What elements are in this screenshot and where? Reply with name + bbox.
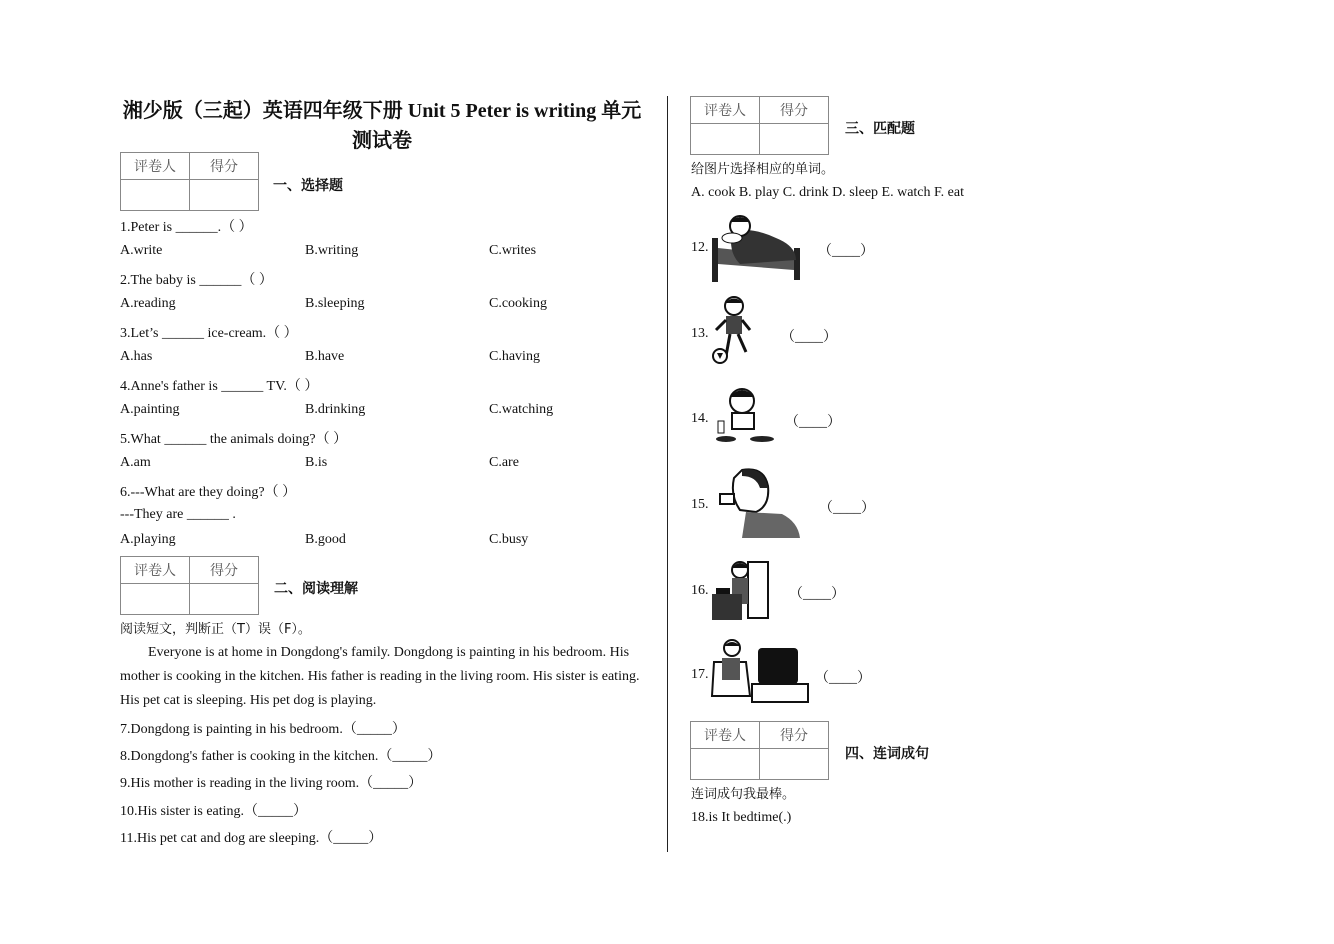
reading-passage bbox=[120, 641, 648, 713]
score-table-3 bbox=[690, 96, 829, 155]
title-line-2: 测试卷 bbox=[352, 130, 412, 152]
section-2-title: 二、阅读理解 bbox=[274, 581, 358, 597]
match-blank-16[interactable]: （____） bbox=[789, 587, 845, 602]
match-num-13: 13. bbox=[691, 326, 709, 341]
reviewer-cell[interactable] bbox=[691, 749, 760, 780]
section-1-title: 一、选择题 bbox=[273, 178, 343, 194]
question-1: 1.Peter is ______.（ ） bbox=[120, 220, 253, 235]
q5-option-c[interactable]: C.are bbox=[489, 455, 519, 470]
q4-option-c[interactable]: C.watching bbox=[489, 402, 554, 417]
reviewer-label: 评卷人 bbox=[691, 722, 760, 749]
score-cell[interactable] bbox=[190, 180, 259, 211]
match-blank-12[interactable]: （____） bbox=[818, 244, 874, 259]
passage-line-2: mother is cooking in the kitchen. His father is reading in the living room. His sister is eating. bbox=[120, 669, 640, 684]
tf-item-10[interactable]: 10.His sister is eating.（_____） bbox=[120, 804, 308, 819]
question-2: 2.The baby is ______（ ） bbox=[120, 273, 273, 288]
score-label: 得分 bbox=[760, 722, 829, 749]
q4-option-a[interactable]: A.painting bbox=[120, 402, 180, 417]
score-cell[interactable] bbox=[190, 584, 259, 615]
page-title bbox=[118, 96, 646, 156]
match-num-12: 12. bbox=[691, 240, 709, 255]
q5-option-b[interactable]: B.is bbox=[305, 455, 328, 470]
reviewer-cell[interactable] bbox=[121, 180, 190, 211]
question-6-line-2: ---They are ______ . bbox=[120, 507, 236, 522]
sentence-item-18[interactable]: 18.is It bedtime(.) bbox=[691, 810, 792, 825]
match-num-17: 17. bbox=[691, 667, 709, 682]
score-label: 得分 bbox=[760, 97, 829, 124]
score-label: 得分 bbox=[190, 557, 259, 584]
match-blank-15[interactable]: （____） bbox=[819, 501, 875, 516]
reviewer-label: 评卷人 bbox=[121, 153, 190, 180]
q6-option-c[interactable]: C.busy bbox=[489, 532, 529, 547]
tf-item-8[interactable]: 8.Dongdong's father is cooking in the kitchen.（_____） bbox=[120, 749, 442, 764]
section-3-title: 三、匹配题 bbox=[845, 121, 915, 137]
q4-option-b[interactable]: B.drinking bbox=[305, 402, 366, 417]
match-blank-13[interactable]: （____） bbox=[781, 330, 837, 345]
match-num-15: 15. bbox=[691, 497, 709, 512]
person-drinking-icon bbox=[712, 466, 804, 540]
passage-line-3: His pet cat is sleeping. His pet dog is playing. bbox=[120, 693, 377, 708]
q6-option-b[interactable]: B.good bbox=[305, 532, 346, 547]
column-divider bbox=[667, 96, 668, 852]
match-blank-17[interactable]: （____） bbox=[815, 671, 871, 686]
q1-option-c[interactable]: C.writes bbox=[489, 243, 537, 258]
tf-item-7[interactable]: 7.Dongdong is painting in his bedroom.（_____） bbox=[120, 722, 406, 737]
matching-instruction: 给图片选择相应的单词。 bbox=[691, 162, 835, 177]
q3-option-c[interactable]: C.having bbox=[489, 349, 540, 364]
boy-eating-icon bbox=[712, 383, 778, 449]
match-num-16: 16. bbox=[691, 583, 709, 598]
matching-options: A. cook B. play C. drink D. sleep E. watch F. eat bbox=[691, 185, 964, 200]
reviewer-label: 评卷人 bbox=[691, 97, 760, 124]
match-blank-14[interactable]: （____） bbox=[785, 415, 841, 430]
q1-option-b[interactable]: B.writing bbox=[305, 243, 359, 258]
sentence-instruction: 连词成句我最棒。 bbox=[691, 787, 796, 802]
score-label: 得分 bbox=[190, 153, 259, 180]
score-table-4 bbox=[690, 721, 829, 780]
reviewer-cell[interactable] bbox=[691, 124, 760, 155]
question-6: 6.---What are they doing?（ ） bbox=[120, 485, 297, 500]
reviewer-cell[interactable] bbox=[121, 584, 190, 615]
section-4-title: 四、连词成句 bbox=[845, 746, 929, 762]
match-num-14: 14. bbox=[691, 411, 709, 426]
q6-option-a[interactable]: A.playing bbox=[120, 532, 176, 547]
tf-item-11[interactable]: 11.His pet cat and dog are sleeping.（_____） bbox=[120, 831, 383, 846]
title-line-1: 湘少版（三起）英语四年级下册 Unit 5 Peter is writing 单元 bbox=[122, 100, 642, 122]
man-watching-tv-icon bbox=[710, 638, 810, 706]
q2-option-a[interactable]: A.reading bbox=[120, 296, 176, 311]
q3-option-b[interactable]: B.have bbox=[305, 349, 345, 364]
question-5: 5.What ______ the animals doing?（ ） bbox=[120, 432, 348, 447]
score-table-1 bbox=[120, 152, 259, 211]
question-4: 4.Anne's father is ______ TV.（ ） bbox=[120, 379, 319, 394]
q1-option-a[interactable]: A.write bbox=[120, 243, 163, 258]
reviewer-label: 评卷人 bbox=[121, 557, 190, 584]
score-table-2 bbox=[120, 556, 259, 615]
q5-option-a[interactable]: A.am bbox=[120, 455, 151, 470]
boy-playing-football-icon bbox=[708, 294, 758, 366]
q3-option-a[interactable]: A.has bbox=[120, 349, 153, 364]
question-3: 3.Let’s ______ ice-cream.（ ） bbox=[120, 326, 298, 341]
q2-option-c[interactable]: C.cooking bbox=[489, 296, 547, 311]
reading-instruction: 阅读短文，判断正（T）误（F）。 bbox=[120, 622, 311, 637]
tf-item-9[interactable]: 9.His mother is reading in the living room.（_____） bbox=[120, 776, 423, 791]
q2-option-b[interactable]: B.sleeping bbox=[305, 296, 365, 311]
score-cell[interactable] bbox=[760, 124, 829, 155]
woman-cooking-icon bbox=[710, 558, 772, 626]
sleeping-in-bed-icon bbox=[710, 208, 806, 284]
passage-line-1: Everyone is at home in Dongdong's family. Dongdong is painting in his bedroom. His bbox=[148, 645, 630, 660]
score-cell[interactable] bbox=[760, 749, 829, 780]
